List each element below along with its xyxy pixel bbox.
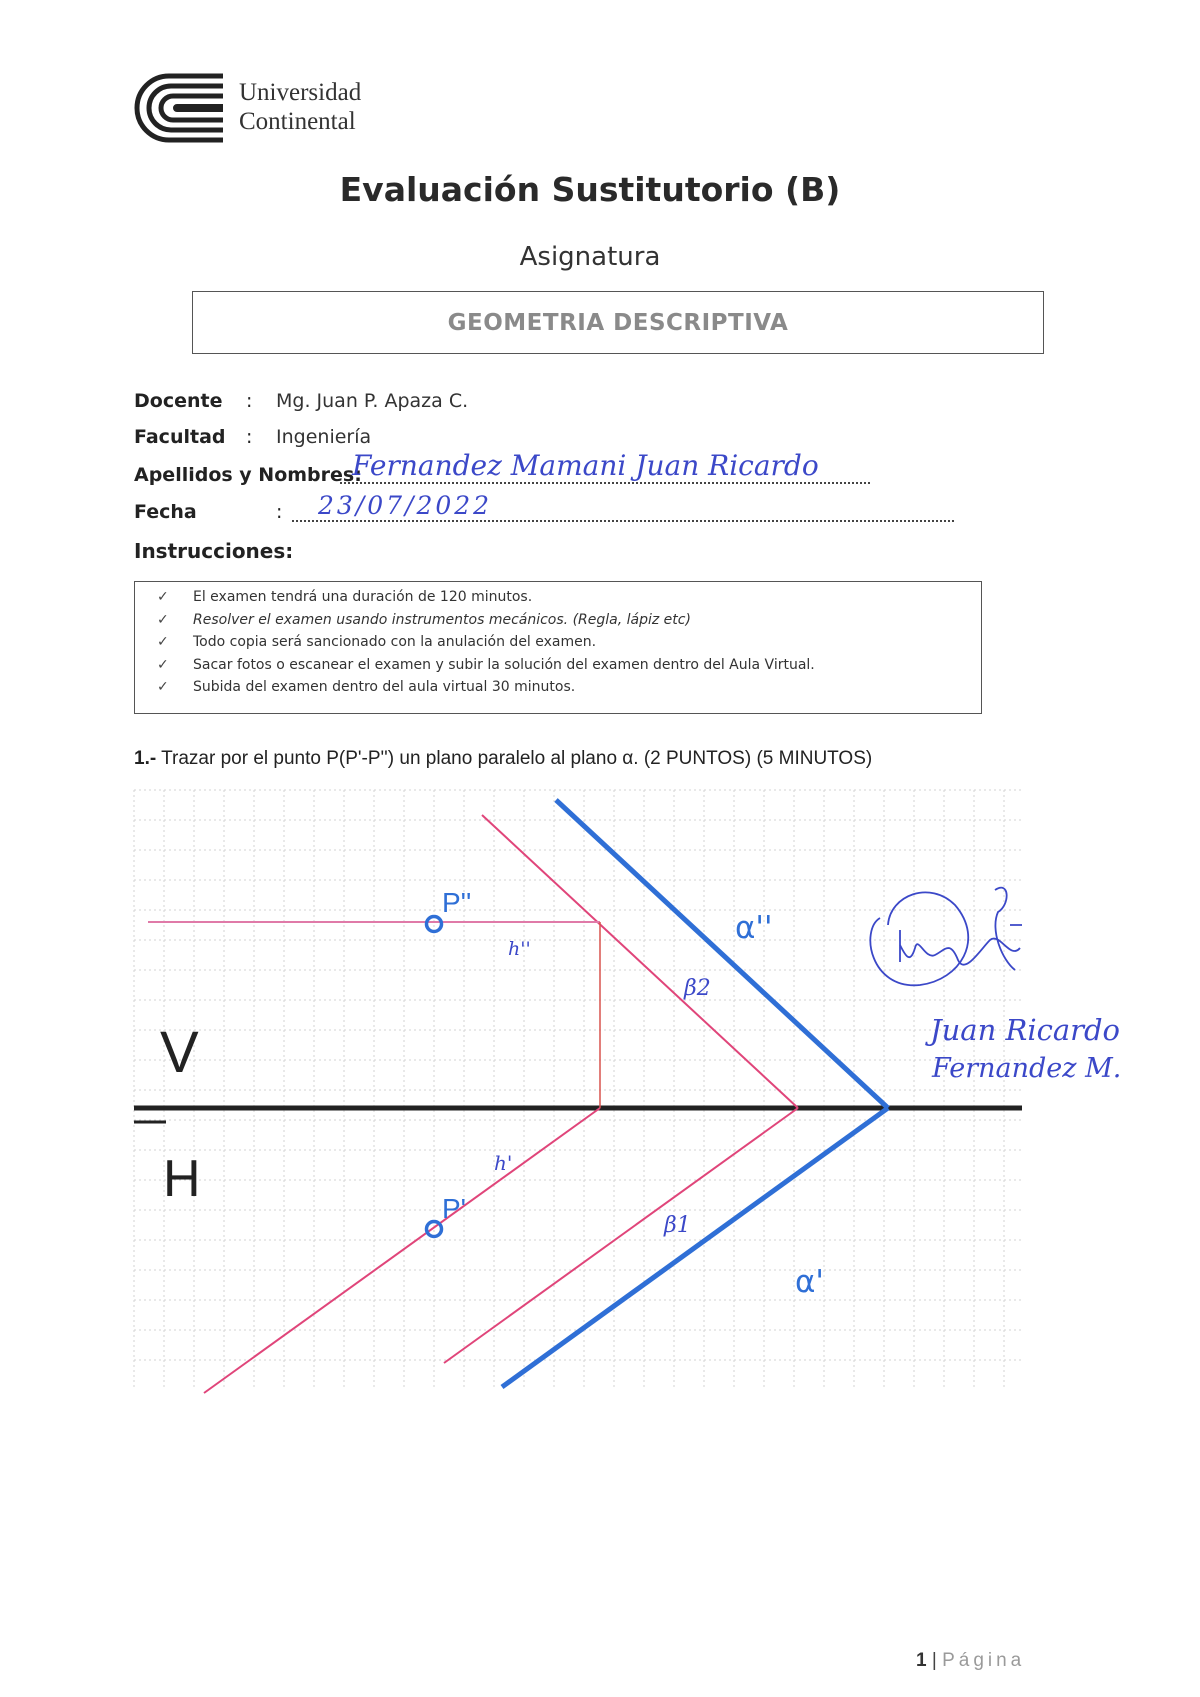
signature-name-line1: Juan Ricardo — [930, 1013, 1121, 1047]
question-number: 1.- — [134, 748, 157, 769]
question-time: (5 MINUTOS) — [756, 748, 873, 769]
university-name-line1: Universidad — [239, 79, 362, 106]
label-p1: P' — [442, 1193, 467, 1224]
facultad-sep: : — [246, 426, 253, 448]
label-h2: h'' — [508, 938, 531, 960]
facultad-value: Ingeniería — [276, 426, 372, 448]
h-horizontal-projection — [204, 1108, 600, 1393]
instruction-item: ✓ Todo copia será sancionado con la anulación del examen. — [157, 631, 981, 654]
label-v: V — [160, 1020, 199, 1085]
docente-label: Docente — [134, 390, 223, 412]
check-icon: ✓ — [157, 679, 169, 695]
facultad-label: Facultad — [134, 426, 226, 448]
instruction-item: ✓ Resolver el examen usando instrumentos mecánicos. (Regla, lápiz etc) — [157, 609, 981, 632]
subject-label: Asignatura — [519, 242, 661, 272]
page-number: 1 — [916, 1650, 927, 1671]
beta-horizontal-trace — [444, 1108, 798, 1363]
instruction-item: ✓ Sacar fotos o escanear el examen y subir la solución del examen dentro del Aula Virtual. — [157, 654, 981, 677]
point-p1 — [427, 1222, 442, 1237]
page-bar: | — [931, 1650, 937, 1671]
nombres-label: Apellidos y Nombres: — [134, 464, 362, 486]
check-icon: ✓ — [157, 611, 169, 628]
fecha-sep: : — [276, 501, 283, 523]
label-h1: h' — [494, 1151, 513, 1175]
nombres-value: Fernandez Mamani Juan Ricardo — [352, 449, 819, 482]
point-p2 — [427, 917, 442, 932]
fecha-value: 23/07/2022 — [318, 491, 493, 520]
grid — [134, 790, 1022, 1387]
page-footer — [916, 1650, 1025, 1672]
label-alpha2: α'' — [735, 910, 773, 946]
signature-scribble — [870, 888, 1022, 986]
exam-title: Evaluación Sustitutorio (B) — [339, 170, 841, 209]
label-beta1: β1 — [664, 1213, 691, 1238]
label-h: H — [163, 1150, 201, 1208]
instruction-item: ✓ Subida del examen dentro del aula virtual 30 minutos. — [157, 676, 981, 699]
docente-sep: : — [246, 390, 253, 412]
alpha-vertical-trace — [556, 800, 888, 1108]
instruction-item: ✓ El examen tendrá una duración de 120 minutos. — [157, 586, 981, 609]
label-beta2: β2 — [684, 976, 711, 1001]
docente-value: Mg. Juan P. Apaza C. — [276, 390, 469, 412]
check-icon: ✓ — [157, 634, 169, 650]
beta-vertical-trace — [482, 815, 798, 1108]
subject-name: GEOMETRIA DESCRIPTIVA — [447, 309, 789, 336]
question-text: Trazar por el punto P(P'-P'') un plano paralelo al plano α. — [161, 748, 639, 769]
signature-name-line2: Fernandez M. — [932, 1053, 1122, 1084]
page-word: Página — [942, 1650, 1026, 1671]
instructions-title: Instrucciones: — [134, 539, 294, 563]
label-p2: P'' — [442, 887, 472, 918]
question-points: (2 PUNTOS) — [643, 748, 752, 769]
check-icon: ✓ — [157, 656, 169, 673]
fecha-label: Fecha — [134, 501, 197, 523]
university-name-line2: Continental — [239, 108, 356, 135]
check-icon: ✓ — [157, 589, 169, 605]
label-alpha1: α' — [795, 1264, 824, 1300]
